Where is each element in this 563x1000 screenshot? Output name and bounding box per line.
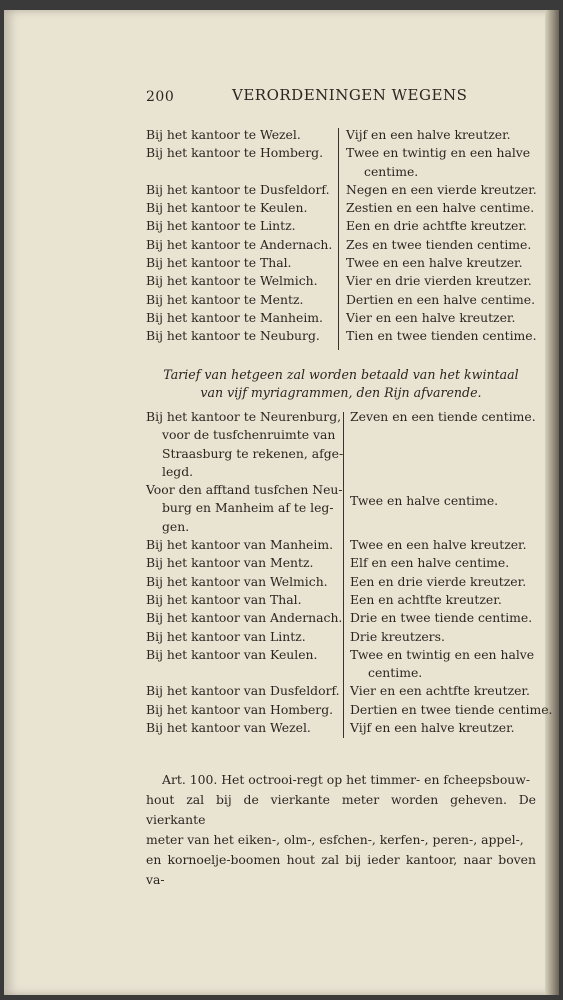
office-cell: Bij het kantoor te Neurenburg,	[146, 409, 342, 424]
table-row	[146, 682, 536, 700]
tariff-cell: Dertien en een halve centime.	[346, 291, 536, 307]
paragraph-text: Art. 100. Het octrooi-regt op het timmer- en fcheepsbouw-	[162, 772, 531, 787]
paragraph-line: hout zal bij de vierkante meter worden geheven. De vierkante	[146, 792, 536, 827]
table-row	[146, 217, 536, 235]
tariff-cell: Zes en twee tienden centime.	[346, 236, 532, 252]
office-cell: Bij het kantoor te Lintz.	[146, 218, 296, 234]
paragraph-line	[146, 770, 536, 790]
office-cell: Bij het kantoor van Wezel.	[146, 720, 311, 736]
page-spine-shadow	[545, 10, 559, 995]
tariff-cell: Dertien en twee tiende centime.	[350, 701, 553, 717]
office-cell: Bij het kantoor van Manheim.	[146, 537, 334, 553]
table-row-continuation	[146, 163, 536, 181]
tariff-table-downstream	[146, 408, 553, 737]
table-row	[146, 646, 536, 664]
table-row-continuation	[146, 664, 536, 682]
tariff-cell: Twee en een halve kreutzer.	[350, 537, 527, 553]
tariff-cell-continuation: centime.	[364, 163, 419, 179]
office-cell: Bij het kantoor van Mentz.	[146, 555, 314, 571]
table-row	[146, 591, 536, 609]
tariff-cell: Vier en een halve kreutzer.	[346, 309, 516, 325]
tariff-cell: Twee en twintig en een halve	[350, 646, 535, 662]
running-title: VERORDENINGEN WEGENS	[232, 86, 468, 104]
table-row-continuation	[146, 518, 536, 536]
tariff-cell: Tien en twee tienden centime.	[346, 328, 537, 344]
office-cell: Voor den afftand tusfchen Neu-	[146, 482, 343, 498]
tariff-cell: Een en drie achtfte kreutzer.	[346, 218, 527, 234]
table-row	[146, 272, 536, 290]
office-cell: Bij het kantoor te Mentz.	[146, 291, 304, 307]
caption-line: Tarief van hetgeen zal worden betaald van het kwintaal	[163, 367, 519, 382]
table-row	[146, 144, 536, 162]
table-row	[146, 126, 536, 144]
table-row	[146, 199, 536, 217]
tariff-cell: Vijf en een halve kreutzer.	[346, 127, 511, 142]
office-cell-continuation: legd.	[162, 463, 194, 479]
tariff-table-upstream	[146, 126, 536, 346]
office-cell: Bij het kantoor te Dusfeldorf.	[146, 181, 330, 197]
tariff-cell: Een en drie vierde kreutzer.	[350, 573, 527, 589]
office-cell-continuation: gen.	[162, 518, 190, 534]
tariff-cell: Negen en een vierde kreutzer.	[346, 181, 537, 197]
table-row	[146, 236, 536, 254]
office-cell: Bij het kantoor te Andernach.	[146, 236, 333, 252]
office-cell-continuation: voor de tusfchenruimte van	[162, 427, 336, 443]
table-row	[146, 408, 536, 426]
office-cell: Bij het kantoor van Homberg.	[146, 701, 334, 717]
table-row	[146, 609, 536, 627]
table-row	[146, 573, 536, 591]
office-cell-continuation: burg en Manheim af te leg-	[162, 500, 334, 516]
table-row	[146, 536, 536, 554]
table-row-continuation	[146, 426, 536, 444]
tariff-cell: Vier en drie vierden kreutzer.	[346, 273, 532, 289]
tariff-cell: Zestien en een halve centime.	[346, 200, 535, 216]
table-row	[146, 719, 536, 737]
table-row	[146, 554, 536, 572]
table-row	[146, 181, 536, 199]
paragraph-line: meter van het eiken-, olm-, esfchen-, kerfen-, peren-, appel-,	[146, 832, 524, 847]
office-cell: Bij het kantoor te Manheim.	[146, 309, 323, 325]
office-cell: Bij het kantoor van Welmich.	[146, 573, 328, 589]
tariff-cell: Twee en een halve kreutzer.	[346, 255, 523, 271]
tariff-cell: Een en achtfte kreutzer.	[350, 591, 502, 607]
table-row-continuation	[146, 445, 536, 463]
tariff-cell: Twee en twintig en een halve	[346, 145, 531, 161]
tariff-cell: Vijf en een halve kreutzer.	[350, 720, 515, 736]
office-cell: Bij het kantoor te Thal.	[146, 255, 292, 271]
office-cell: Bij het kantoor te Welmich.	[146, 273, 318, 289]
table-row	[146, 291, 536, 309]
tariff-cell: Twee en halve centime.	[350, 493, 499, 508]
page-number: 200	[146, 89, 175, 105]
article-paragraph	[146, 770, 536, 890]
office-cell: Bij het kantoor van Dusfeldorf.	[146, 683, 340, 699]
table-row	[146, 492, 536, 510]
caption-line: van vijf myriagrammen, den Rijn afvarende.	[200, 385, 482, 400]
table-row	[146, 327, 536, 345]
tariff-cell: Elf en een halve centime.	[350, 555, 510, 571]
office-cell: Bij het kantoor te Homberg.	[146, 145, 324, 161]
book-page	[4, 10, 559, 995]
office-cell: Bij het kantoor te Neuburg.	[146, 328, 320, 344]
tariff-cell: Drie en twee tiende centime.	[350, 610, 533, 626]
tariff-cell: Drie kreutzers.	[350, 628, 445, 644]
office-cell: Bij het kantoor van Lintz.	[146, 628, 306, 644]
tariff-cell: Zeven en een tiende centime.	[350, 409, 536, 424]
office-cell-continuation: Straasburg te rekenen, afge-	[162, 445, 344, 461]
table-row	[146, 254, 536, 272]
office-cell: Bij het kantoor te Wezel.	[146, 127, 301, 142]
table-row-continuation	[146, 463, 536, 481]
running-header	[146, 86, 506, 110]
office-cell: Bij het kantoor te Keulen.	[146, 200, 308, 216]
section-caption	[146, 366, 536, 402]
table-row	[146, 628, 536, 646]
table-row	[146, 309, 536, 327]
office-cell: Bij het kantoor van Andernach.	[146, 610, 343, 626]
office-cell: Bij het kantoor van Keulen.	[146, 646, 318, 662]
tariff-cell: Vier en een achtfte kreutzer.	[350, 683, 530, 699]
paragraph-line: en kornoelje-boomen hout zal bij ieder kantoor, naar boven va-	[146, 852, 536, 887]
office-cell: Bij het kantoor van Thal.	[146, 591, 302, 607]
table-row	[146, 701, 553, 719]
tariff-cell-continuation: centime.	[368, 665, 423, 681]
